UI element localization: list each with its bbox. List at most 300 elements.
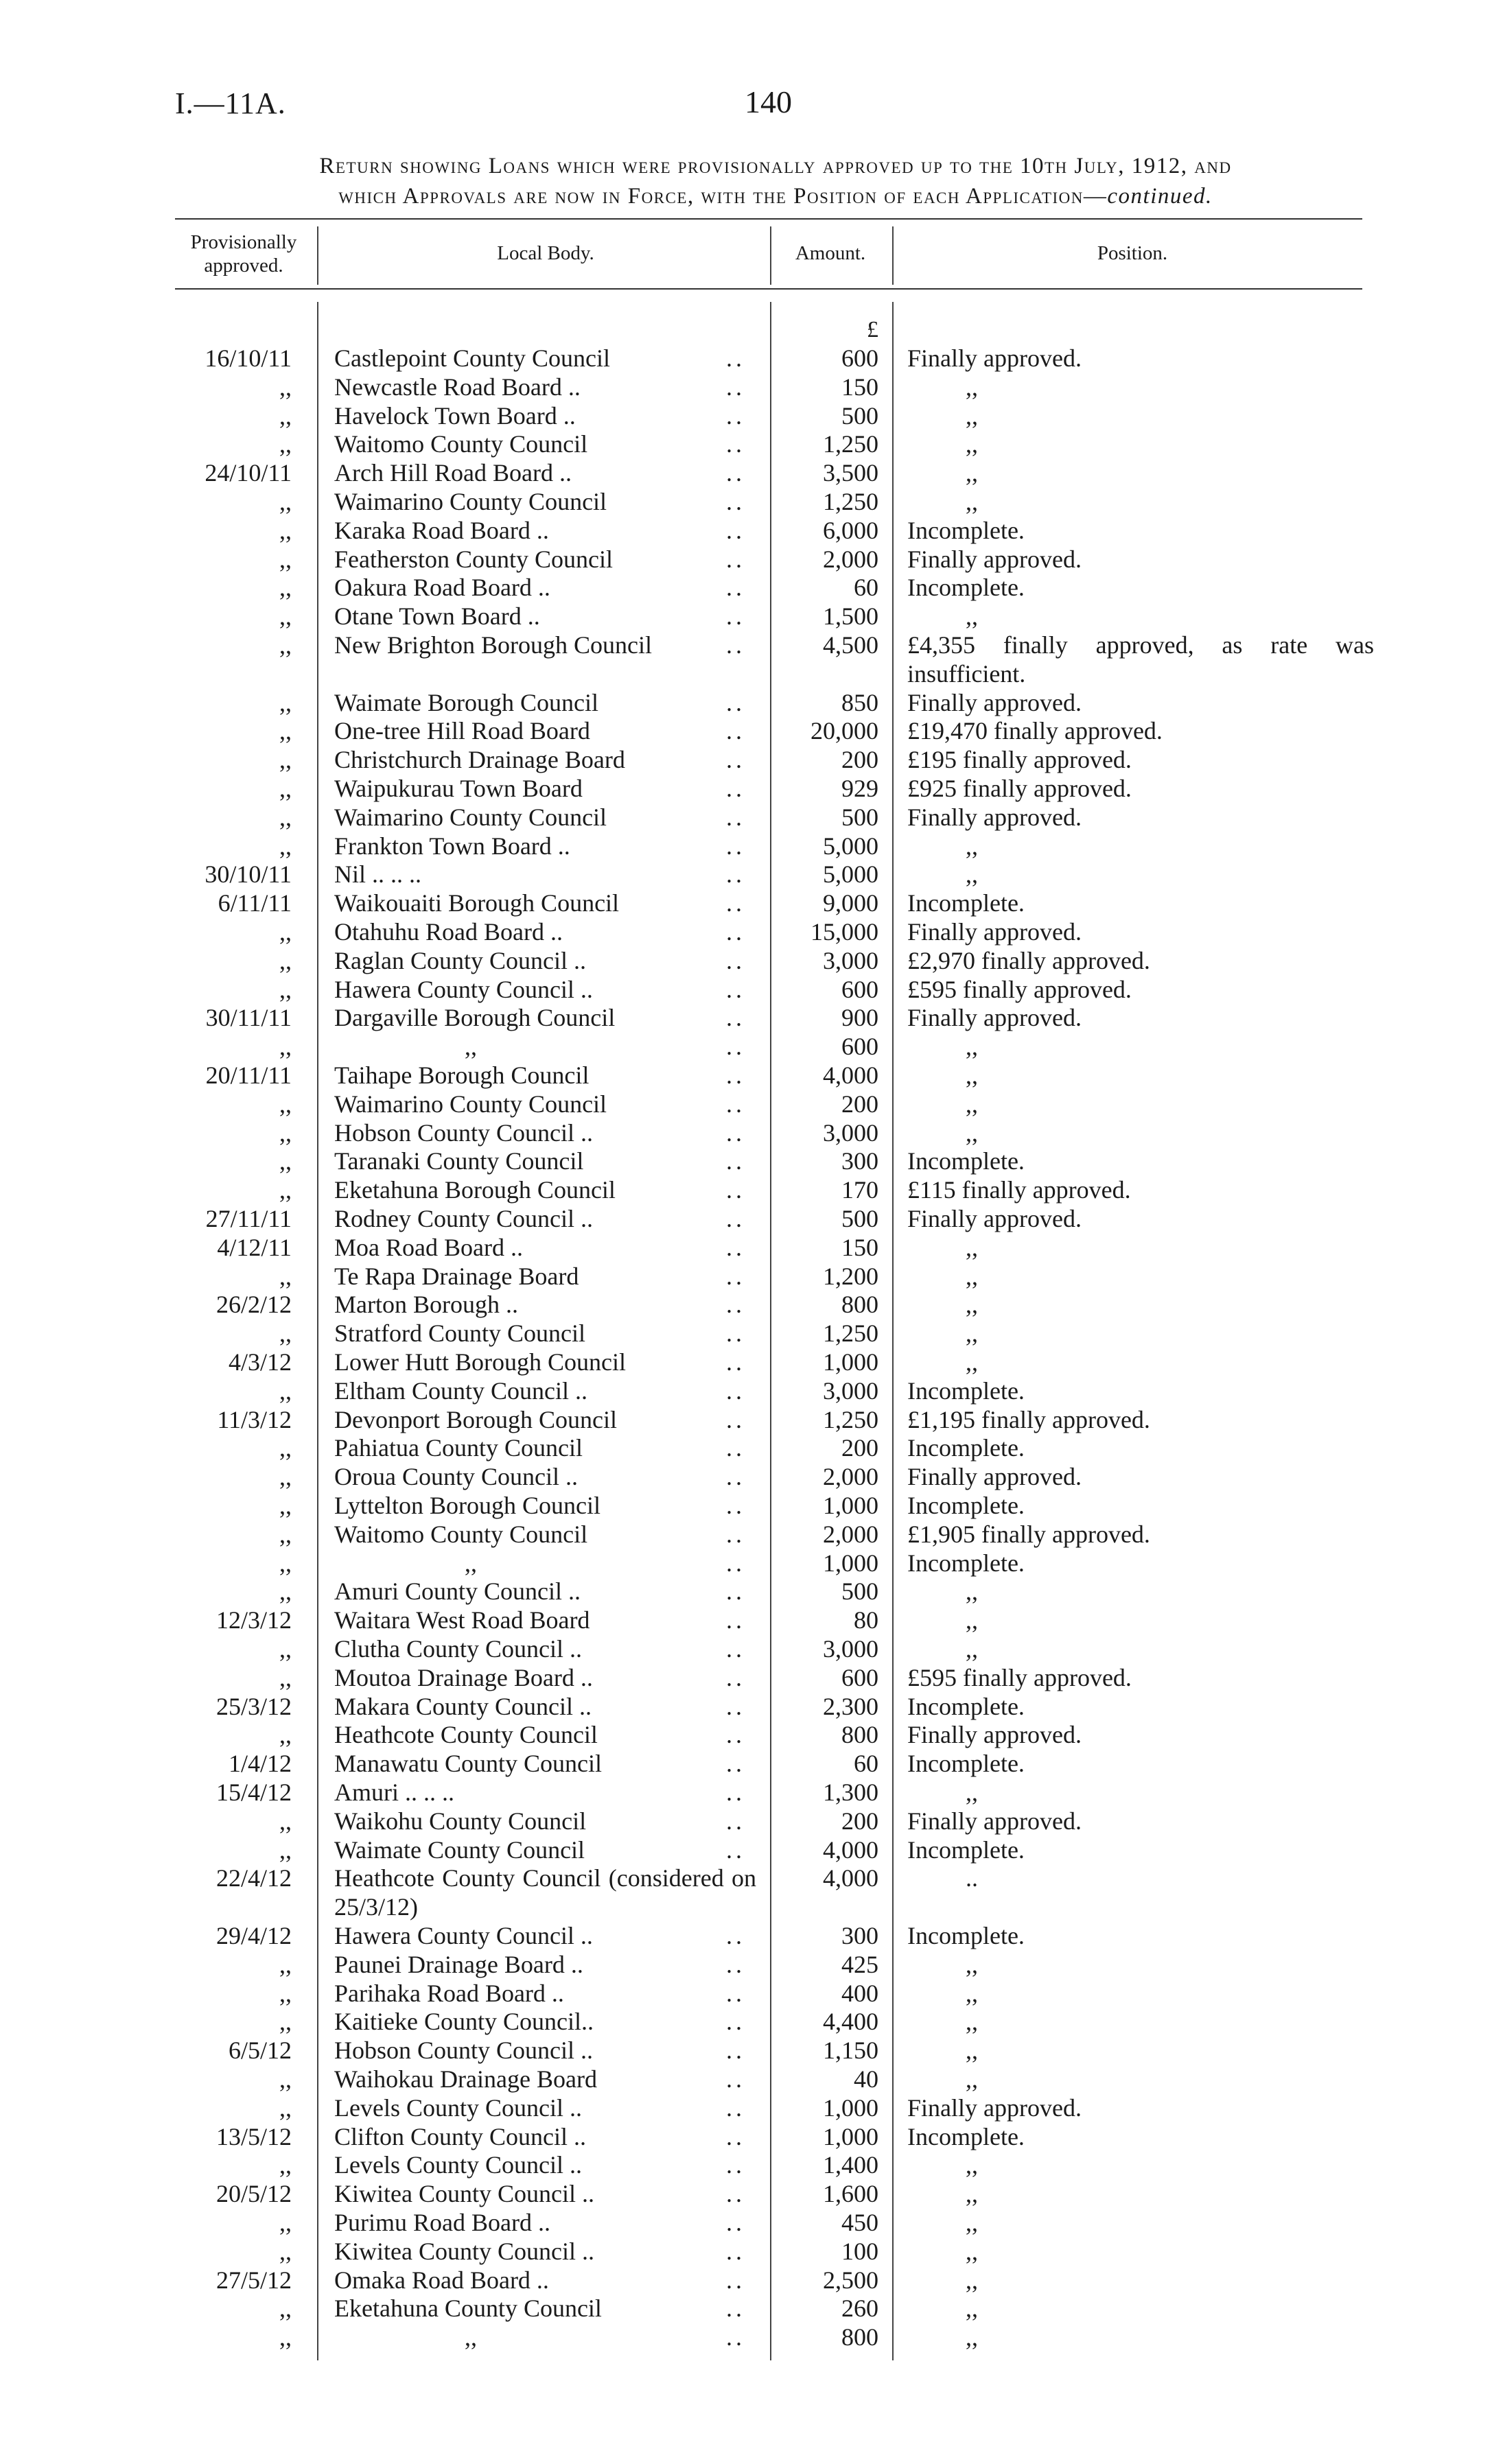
row-date: ,, [279, 516, 292, 544]
row-position: Finally approved. [907, 1205, 1082, 1232]
row-local-body: Featherston County Council [334, 545, 613, 573]
row-local-body: Levels County Council .. [334, 2151, 582, 2179]
row-amount: 60 [854, 574, 878, 602]
row-local-body: Havelock Town Board .. [334, 401, 576, 430]
row-leader-dots: .. [726, 1750, 745, 1778]
table-row [0, 1434, 1492, 1463]
row-date: ,, [279, 1118, 292, 1147]
row-local-body: Hawera County Council .. [334, 975, 593, 1003]
row-leader-dots: .. [726, 373, 745, 401]
row-amount: 800 [841, 1291, 878, 1319]
table-row [0, 1492, 1492, 1521]
row-date: ,, [279, 946, 292, 974]
row-local-body: Christchurch Drainage Board [334, 746, 625, 774]
table-row [0, 2065, 1492, 2094]
header-divider-date [317, 226, 318, 285]
table-row [0, 488, 1492, 517]
table-row [0, 2209, 1492, 2238]
row-position: Incomplete. [907, 1922, 1025, 1949]
row-amount: 4,000 [823, 1061, 878, 1089]
row-position: Finally approved. [907, 344, 1082, 372]
row-leader-dots: .. [726, 2323, 745, 2351]
row-leader-dots: .. [726, 1376, 745, 1405]
table-row [0, 1348, 1492, 1377]
row-amount: 300 [841, 1147, 878, 1175]
header-bottom-rule [175, 288, 1362, 290]
row-amount: 2,000 [823, 545, 878, 573]
row-amount: 1,000 [823, 1348, 878, 1376]
row-date: ,, [279, 1492, 292, 1519]
row-local-body: Waimarino County Council [334, 1090, 607, 1118]
row-amount: 1,000 [823, 1492, 878, 1519]
row-amount: 400 [841, 1979, 878, 2007]
row-local-body: Manawatu County Council [334, 1750, 602, 1778]
row-amount: 3,000 [823, 1376, 878, 1405]
row-date: 15/4/12 [215, 1779, 292, 1806]
row-local-body: Waikohu County Council [334, 1807, 587, 1835]
row-position: ,, [966, 1262, 978, 1290]
row-amount: 4,400 [823, 2008, 878, 2036]
row-date: 27/5/12 [215, 2266, 292, 2294]
row-local-body: ,, [465, 2323, 477, 2351]
row-position: ,, [966, 1348, 978, 1376]
row-date: ,, [279, 1950, 292, 1978]
row-local-body: Clutha County Council .. [334, 1635, 583, 1663]
row-position: Incomplete. [907, 516, 1025, 544]
row-position: Incomplete. [907, 574, 1025, 602]
row-local-body: Waimate Borough Council [334, 688, 599, 716]
table-row [0, 1263, 1492, 1291]
table-row [0, 2123, 1492, 2152]
row-amount: 4,500 [823, 631, 878, 659]
row-amount: 500 [841, 1577, 878, 1606]
row-leader-dots: .. [726, 975, 745, 1003]
row-date: ,, [279, 430, 292, 458]
row-date: ,, [279, 1835, 292, 1864]
row-local-body: Stratford County Council [334, 1319, 585, 1348]
row-amount: 1,600 [823, 2180, 878, 2208]
row-date: ,, [279, 1520, 292, 1548]
row-position: ,, [966, 373, 978, 401]
table-row [0, 1807, 1492, 1836]
row-date: ,, [279, 803, 292, 831]
row-date: ,, [279, 1635, 292, 1663]
row-local-body: Parihaka Road Board .. [334, 1979, 564, 2007]
row-date: ,, [279, 1434, 292, 1462]
row-amount: 1,200 [823, 1262, 878, 1290]
row-position: Incomplete. [907, 889, 1025, 917]
table-row [0, 2037, 1492, 2065]
row-local-body: Oroua County Council .. [334, 1463, 578, 1491]
row-date: 6/5/12 [228, 2037, 292, 2065]
header-top-rule [175, 218, 1362, 220]
row-position: ,, [966, 1319, 978, 1348]
row-position: £595 finally approved. [907, 975, 1132, 1003]
row-date: ,, [279, 1577, 292, 1606]
row-leader-dots: .. [726, 1291, 745, 1319]
row-local-body: Karaka Road Board .. [334, 516, 549, 544]
row-date: ,, [279, 488, 292, 515]
table-row [0, 1980, 1492, 2008]
row-local-body: Amuri .. .. .. [334, 1779, 454, 1806]
row-amount: 3,500 [823, 459, 878, 487]
row-local-body: Arch Hill Road Board .. [334, 459, 572, 487]
row-amount: 1,300 [823, 1779, 878, 1806]
row-local-body: Rodney County Council .. [334, 1205, 593, 1232]
row-position: .. [966, 1864, 978, 1892]
row-date: ,, [279, 602, 292, 631]
row-leader-dots: .. [726, 1520, 745, 1548]
row-local-body: Makara County Council .. [334, 1692, 592, 1720]
row-leader-dots: .. [726, 1090, 745, 1118]
title-line-1: Return showing Loans which were provisionally approved up to the 10th July, 1912, and [319, 154, 1232, 178]
row-amount: 260 [841, 2295, 878, 2323]
row-local-body: ,, [465, 1549, 477, 1577]
row-leader-dots: .. [726, 1061, 745, 1089]
table-row [0, 1664, 1492, 1693]
row-leader-dots: .. [726, 2122, 745, 2150]
row-amount: 425 [841, 1950, 878, 1978]
row-local-body: Waimarino County Council [334, 488, 607, 515]
row-position: Incomplete. [907, 1376, 1025, 1405]
row-local-body: Hawera County Council .. [334, 1922, 593, 1949]
row-date: 27/11/11 [205, 1205, 292, 1232]
table-row [0, 947, 1492, 976]
row-date: 26/2/12 [215, 1291, 292, 1319]
row-leader-dots: .. [726, 1492, 745, 1519]
row-leader-dots: .. [726, 1033, 745, 1061]
row-amount: 2,300 [823, 1692, 878, 1720]
table-row [0, 717, 1492, 746]
row-amount: 1,000 [823, 2122, 878, 2150]
row-leader-dots: .. [726, 430, 745, 458]
row-amount: 4,000 [823, 1835, 878, 1864]
row-date: ,, [279, 2151, 292, 2179]
row-position: ,, [966, 2037, 978, 2065]
row-local-body: Otahuhu Road Board .. [334, 918, 563, 946]
row-date: ,, [279, 1463, 292, 1491]
row-date: ,, [279, 373, 292, 401]
row-local-body: Waikouaiti Borough Council [334, 889, 620, 917]
row-leader-dots: .. [726, 2180, 745, 2208]
row-date: ,, [279, 918, 292, 946]
table-row [0, 430, 1492, 459]
row-date: ,, [279, 2323, 292, 2351]
row-leader-dots: .. [726, 1721, 745, 1749]
row-local-body: Moa Road Board .. [334, 1233, 523, 1261]
row-leader-dots: .. [726, 946, 745, 974]
row-position: ,, [966, 1950, 978, 1978]
row-leader-dots: .. [726, 1405, 745, 1433]
row-leader-dots: .. [726, 1262, 745, 1290]
row-leader-dots: .. [726, 918, 745, 946]
row-leader-dots: .. [726, 832, 745, 860]
row-local-body: Kiwitea County Council .. [334, 2180, 594, 2208]
row-leader-dots: .. [726, 860, 745, 889]
row-local-body: Hobson County Council .. [334, 2037, 594, 2065]
row-amount: 850 [841, 688, 878, 716]
row-amount: 1,250 [823, 430, 878, 458]
row-local-body: Taranaki County Council [334, 1147, 584, 1175]
row-amount: 4,000 [823, 1864, 878, 1892]
row-amount: 200 [841, 1807, 878, 1835]
table-row [0, 1406, 1492, 1435]
row-date: ,, [279, 832, 292, 860]
col-header-date-line2: approved. [204, 255, 283, 277]
row-leader-dots: .. [726, 2093, 745, 2122]
row-amount: 300 [841, 1922, 878, 1949]
header-divider-amount [892, 226, 894, 285]
table-row [0, 2094, 1492, 2123]
row-position: ,, [966, 2065, 978, 2093]
table-row [0, 602, 1492, 631]
row-amount: 3,000 [823, 1635, 878, 1663]
row-date: ,, [279, 975, 292, 1003]
row-position: ,, [966, 488, 978, 515]
row-leader-dots: .. [726, 1635, 745, 1663]
row-amount: 200 [841, 1434, 878, 1462]
row-local-body: Waitomo County Council [334, 1520, 588, 1548]
row-position: £115 finally approved. [907, 1176, 1131, 1204]
table-row [0, 1922, 1492, 1951]
row-amount: 3,000 [823, 1118, 878, 1147]
table-row [0, 1377, 1492, 1406]
row-date: ,, [279, 2295, 292, 2323]
table-row [0, 1864, 1492, 1922]
document-title [172, 151, 1379, 211]
row-amount: 1,000 [823, 1549, 878, 1577]
row-leader-dots: .. [726, 2151, 745, 2179]
row-position: ,, [966, 602, 978, 631]
row-position: Finally approved. [907, 1463, 1082, 1491]
table-row [0, 631, 1492, 689]
row-leader-dots: .. [726, 2037, 745, 2065]
row-amount: 170 [841, 1176, 878, 1204]
row-date: ,, [279, 401, 292, 430]
table-row [0, 2295, 1492, 2323]
table-row [0, 2008, 1492, 2037]
table-row [0, 1147, 1492, 1176]
row-date: 4/12/11 [217, 1233, 292, 1261]
row-leader-dots: .. [726, 459, 745, 487]
row-amount: 1,500 [823, 602, 878, 631]
row-leader-dots: .. [726, 1807, 745, 1835]
row-amount: 500 [841, 1205, 878, 1232]
row-position: ,, [966, 1090, 978, 1118]
row-local-body: Te Rapa Drainage Board [334, 1262, 579, 1290]
row-position: Finally approved. [907, 918, 1082, 946]
row-date: ,, [279, 1319, 292, 1348]
col-header-date-line1: Provisionally [190, 231, 297, 253]
row-local-body: Amuri County Council .. [334, 1577, 581, 1606]
table-row [0, 1693, 1492, 1722]
table-row [0, 1463, 1492, 1492]
header-divider-body [770, 226, 771, 285]
row-position: ,, [966, 430, 978, 458]
table-row [0, 1951, 1492, 1980]
row-date: ,, [279, 1090, 292, 1118]
row-date: ,, [279, 1807, 292, 1835]
row-position: £19,470 finally approved. [907, 717, 1163, 745]
row-amount: 1,250 [823, 1405, 878, 1433]
row-leader-dots: .. [726, 2065, 745, 2093]
row-leader-dots: .. [726, 1950, 745, 1978]
row-local-body: New Brighton Borough Council [334, 631, 652, 659]
row-leader-dots: .. [726, 1606, 745, 1634]
row-position: £195 finally approved. [907, 746, 1132, 774]
row-local-body: Clifton County Council .. [334, 2122, 587, 2150]
row-leader-dots: .. [726, 2008, 745, 2036]
table-row [0, 1721, 1492, 1750]
row-leader-dots: .. [726, 1692, 745, 1720]
row-local-body: Eketahuna County Council [334, 2295, 602, 2323]
row-amount: 500 [841, 803, 878, 831]
row-amount: 1,250 [823, 1319, 878, 1348]
row-leader-dots: .. [726, 1118, 745, 1147]
row-position: ,, [966, 832, 978, 860]
row-position: ,, [966, 1233, 978, 1261]
row-amount: 1,400 [823, 2151, 878, 2179]
row-leader-dots: .. [726, 1434, 745, 1462]
title-line-2-text: which Approvals are now in Force, with the Position of each Application— [338, 184, 1108, 209]
row-leader-dots: .. [726, 2209, 745, 2236]
table-row [0, 1291, 1492, 1319]
row-amount: 800 [841, 1721, 878, 1749]
table-row [0, 1119, 1492, 1148]
row-amount: 9,000 [823, 889, 878, 917]
row-position: Finally approved. [907, 803, 1082, 831]
table-row [0, 1606, 1492, 1635]
table-row [0, 1033, 1492, 1061]
row-date: 30/11/11 [205, 1004, 292, 1032]
row-leader-dots: .. [726, 889, 745, 917]
table-row [0, 1836, 1492, 1865]
table-row [0, 344, 1492, 373]
table-row [0, 976, 1492, 1005]
row-amount: 1,000 [823, 2093, 878, 2122]
row-leader-dots: .. [726, 574, 745, 602]
table-row [0, 545, 1492, 574]
row-date: 4/3/12 [228, 1348, 292, 1376]
row-leader-dots: .. [726, 1319, 745, 1348]
row-position: ,, [966, 2008, 978, 2036]
row-date: ,, [279, 2237, 292, 2265]
row-position: Finally approved. [907, 688, 1082, 716]
row-date: ,, [279, 631, 292, 659]
row-amount: 1,150 [823, 2037, 878, 2065]
row-amount: 100 [841, 2237, 878, 2265]
row-leader-dots: .. [726, 344, 745, 372]
row-date: ,, [279, 1176, 292, 1204]
row-local-body: Moutoa Drainage Board .. [334, 1663, 593, 1691]
row-local-body: Nil .. .. .. [334, 860, 422, 889]
table-row [0, 860, 1492, 889]
row-leader-dots: .. [726, 1577, 745, 1606]
row-leader-dots: .. [726, 775, 745, 802]
row-date: 29/4/12 [215, 1922, 292, 1949]
row-local-body: Omaka Road Board .. [334, 2266, 549, 2294]
table-row [0, 1635, 1492, 1664]
row-local-body: Devonport Borough Council [334, 1405, 617, 1433]
table-row [0, 2151, 1492, 2180]
table-row [0, 1750, 1492, 1779]
row-amount: 450 [841, 2209, 878, 2236]
row-amount: 15,000 [811, 918, 878, 946]
row-date: ,, [279, 775, 292, 802]
row-position: ,, [966, 2209, 978, 2236]
row-local-body: Otane Town Board .. [334, 602, 540, 631]
row-position: ,, [966, 1979, 978, 2007]
currency-symbol: £ [867, 317, 878, 342]
table-row [0, 2266, 1492, 2295]
row-leader-dots: .. [726, 1147, 745, 1175]
row-amount: 2,500 [823, 2266, 878, 2294]
row-date: 12/3/12 [215, 1606, 292, 1634]
row-position: ,, [966, 2180, 978, 2208]
row-leader-dots: .. [726, 2237, 745, 2265]
row-position: Finally approved. [907, 1721, 1082, 1749]
row-local-body: Heathcote County Council [334, 1721, 598, 1749]
table-row [0, 832, 1492, 861]
row-position: Incomplete. [907, 1692, 1025, 1720]
row-position: £595 finally approved. [907, 1663, 1132, 1691]
row-amount: 600 [841, 344, 878, 372]
row-position: ,, [966, 1291, 978, 1319]
row-amount: 929 [841, 775, 878, 802]
row-local-body: Heathcote County Council (considered on 25/3/12) [334, 1864, 756, 1921]
row-leader-dots: .. [726, 401, 745, 430]
row-date: ,, [279, 1663, 292, 1691]
table-row [0, 803, 1492, 832]
row-local-body: Levels County Council .. [334, 2093, 582, 2122]
row-date: 30/10/11 [205, 860, 292, 889]
row-date: ,, [279, 1147, 292, 1175]
row-position: ,, [966, 2266, 978, 2294]
table-row [0, 2180, 1492, 2209]
row-leader-dots: .. [726, 488, 745, 515]
table-row [0, 1090, 1492, 1119]
row-local-body: Dargaville Borough Council [334, 1004, 616, 1032]
row-position: ,, [966, 1061, 978, 1089]
row-local-body: One-tree Hill Road Board [334, 717, 590, 745]
table-row [0, 1319, 1492, 1348]
row-position: ,, [966, 1577, 978, 1606]
table-row [0, 574, 1492, 602]
row-position: Incomplete. [907, 1549, 1025, 1577]
title-continued: continued. [1107, 184, 1213, 209]
row-position: ,, [966, 2295, 978, 2323]
row-leader-dots: .. [726, 545, 745, 573]
col-header-amount: Amount. [795, 242, 866, 264]
row-date: ,, [279, 1721, 292, 1749]
table-row [0, 1779, 1492, 1807]
row-date: ,, [279, 688, 292, 716]
row-position: Incomplete. [907, 1750, 1025, 1778]
row-date: ,, [279, 1979, 292, 2007]
row-leader-dots: .. [726, 1205, 745, 1232]
row-position: Incomplete. [907, 1147, 1025, 1175]
row-position: Finally approved. [907, 1807, 1082, 1835]
row-leader-dots: .. [726, 631, 745, 659]
row-date: ,, [279, 746, 292, 774]
row-leader-dots: .. [726, 1779, 745, 1806]
row-local-body: Lyttelton Borough Council [334, 1492, 601, 1519]
row-amount: 800 [841, 2323, 878, 2351]
row-amount: 80 [854, 1606, 878, 1634]
row-position: ,, [966, 1606, 978, 1634]
table-row [0, 918, 1492, 947]
row-position: £925 finally approved. [907, 775, 1132, 802]
